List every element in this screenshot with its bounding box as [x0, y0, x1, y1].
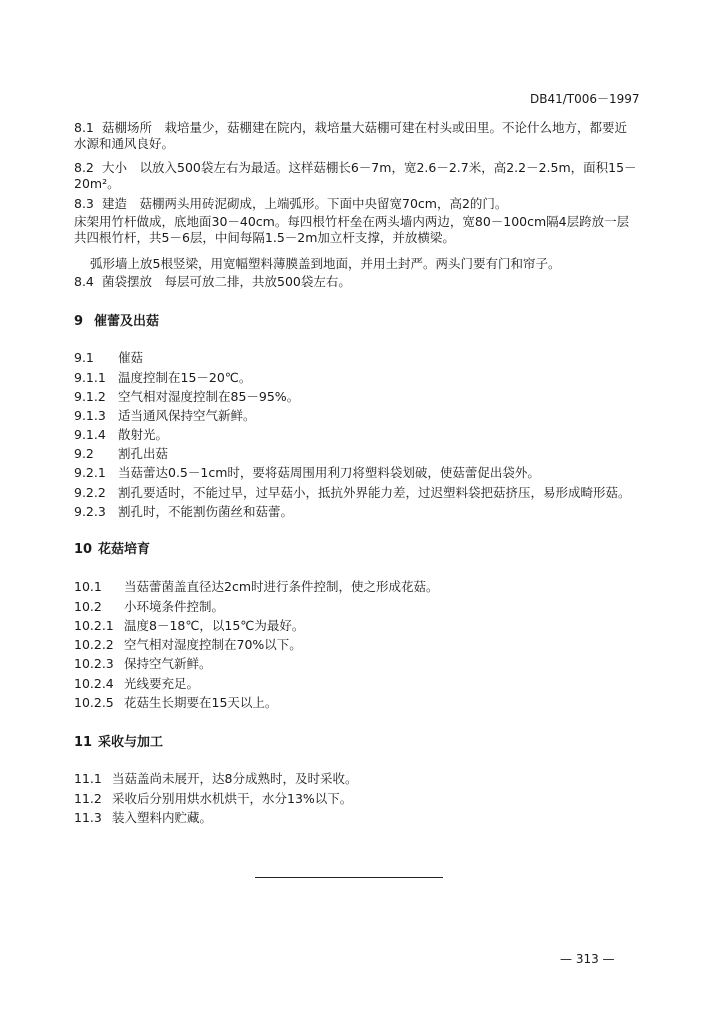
clause-9-2-2: 9.2.2 割孔要适时，不能过早，过早菇小，抵抗外界能力差，过迟塑料袋把菇挤压，易形成畸形菇。	[74, 485, 631, 500]
clause-number: 8.3	[74, 196, 94, 211]
section-heading-11: 11 采收与加工	[74, 735, 164, 750]
doc-code: DB41/T006－1997	[530, 92, 640, 106]
clause-11-3: 11.3 装入塑料内贮藏。	[74, 810, 213, 825]
clause-10-2-4: 10.2.4 光线要充足。	[74, 676, 200, 691]
clause-text: 建造 菇棚两头用砖泥砌成，上端弧形。下面中央留宽70cm，高2的门。	[102, 196, 508, 211]
clause-9-2-1: 9.2.1 当菇蕾达0.5－1cm时，要将菇周围用利刀将塑料袋划破，使菇蕾促出袋外。	[74, 465, 540, 480]
para-8-3	[74, 196, 507, 212]
clause-9-2: 9.2 割孔出菇	[74, 446, 169, 461]
clause-text: 弧形墙上放5根竖梁，用宽幅塑料薄膜盖到地面，并用土封严。两头门要有门和帘子。	[90, 256, 561, 271]
para-8-1	[74, 120, 638, 152]
clause-10-2-2: 10.2.2 空气相对湿度控制在70%以下。	[74, 637, 302, 652]
clause-9-1-3: 9.1.3 适当通风保持空气新鲜。	[74, 408, 256, 423]
para-8-3-roof	[90, 256, 560, 272]
clause-text: 大小 以放入500袋左右为最适。这样菇棚长6－7m，宽2.6－2.7米，高2.2－2.5m，面积15－20m²。	[74, 160, 637, 191]
clause-10-1: 10.1 当菇蕾菌盖直径达2cm时进行条件控制，使之形成花菇。	[74, 579, 439, 594]
clause-9-1-2: 9.1.2 空气相对湿度控制在85－95%。	[74, 389, 300, 404]
clause-number: 8.2	[74, 160, 94, 175]
clause-10-2-3: 10.2.3 保持空气新鲜。	[74, 656, 212, 671]
clause-10-2: 10.2 小环境条件控制。	[74, 599, 225, 614]
section-heading-10: 10 花菇培育	[74, 542, 151, 557]
clause-10-2-1: 10.2.1 温度8－18℃，以15℃为最好。	[74, 618, 305, 633]
clause-text: 菌袋摆放 每层可放二排，共放500袋左右。	[102, 274, 351, 289]
clause-9-1: 9.1 催菇	[74, 350, 144, 365]
clause-9-2-3: 9.2.3 割孔时，不能割伤菌丝和菇蕾。	[74, 504, 294, 519]
clause-9-1-4: 9.1.4 散射光。	[74, 427, 169, 442]
clause-9-1-1: 9.1.1 温度控制在15－20℃。	[74, 370, 252, 385]
para-8-2	[74, 160, 638, 192]
section-heading-9: 9 催蕾及出菇	[74, 314, 160, 329]
page-number: — 313 —	[560, 952, 615, 966]
clause-11-2: 11.2 采收后分别用烘水机烘干，水分13%以下。	[74, 791, 353, 806]
para-8-3-racks	[74, 214, 638, 246]
clause-text: 床架用竹杆做成，底地面30－40cm。每四根竹杆垒在两头墙内两边，宽80－100cm隔4层跨放一层共四根竹杆，共5－6层，中间每隔1.5－2m加立杆支撑，并放横梁。	[74, 214, 630, 245]
clause-10-2-5: 10.2.5 花菇生长期要在15天以上。	[74, 695, 278, 710]
clause-text: 菇棚场所 栽培量少，菇棚建在院内，栽培量大菇棚可建在村头或田里。不论什么地方，都要近水源和通风良好。	[74, 120, 628, 151]
clause-number: 8.1	[74, 120, 94, 135]
clause-11-1: 11.1 当菇盖尚未展开，达8分成熟时，及时采收。	[74, 771, 358, 786]
end-rule	[255, 877, 443, 878]
para-8-4	[74, 274, 351, 290]
clause-number: 8.4	[74, 274, 94, 289]
